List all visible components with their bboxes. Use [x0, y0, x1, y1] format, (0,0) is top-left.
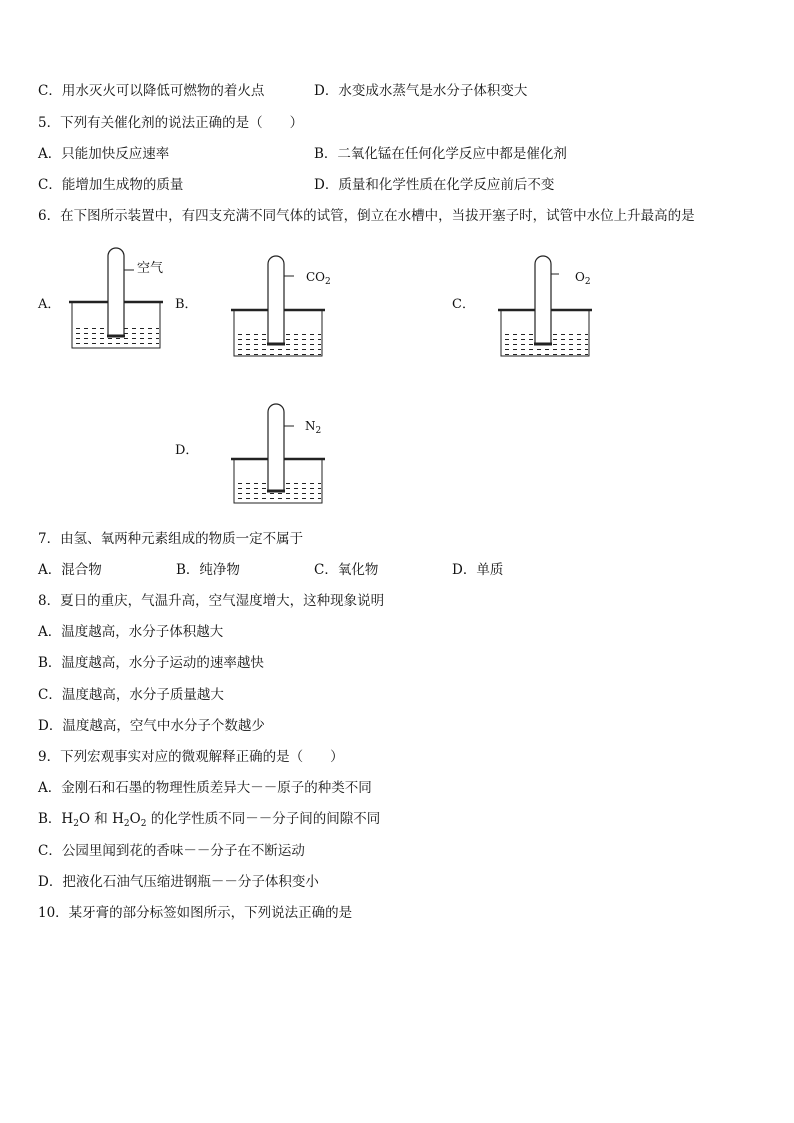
q6-gas-d: $N_2$ [305, 419, 322, 436]
q9-option-b: B．$H_2O$ 和 $H_2O_2$ 的化学性质不同－－分子间的间隙不同 [38, 811, 381, 829]
q6-apparatus-c [497, 252, 597, 358]
q9-option-d: D．把液化石油气压缩进钢瓶－－分子体积变小 [38, 874, 319, 890]
q5-option-a: A．只能加快反应速率 [38, 146, 170, 162]
q8-option-c: C．温度越高，水分子质量越大 [38, 687, 224, 703]
q9-stem: 9．下列宏观事实对应的微观解释正确的是（ ） [38, 749, 344, 765]
q6-gas-b: $CO_2$ [306, 270, 331, 287]
q6-stem: 6．在下图所示装置中，有四支充满不同气体的试管，倒立在水槽中，当拔开塞子时，试管中水位上升最高的是 [38, 208, 695, 224]
q6-label-a: A． [38, 297, 61, 312]
q8-option-d: D．温度越高，空气中水分子个数越少 [38, 718, 265, 734]
q5-option-d: D．质量和化学性质在化学反应前后不变 [314, 177, 555, 193]
q6-apparatus-b [230, 252, 330, 358]
q8-option-a: A．温度越高，水分子体积越大 [38, 624, 224, 640]
q7-stem: 7．由氢、氧两种元素组成的物质一定不属于 [38, 531, 304, 547]
test-tube [108, 248, 124, 336]
q6-gas-a: 空气 [137, 261, 164, 276]
q4-option-d: D．水变成水蒸气是水分子体积变大 [314, 83, 528, 99]
q9-option-a: A．金刚石和石墨的物理性质差异大－－原子的种类不同 [38, 780, 372, 796]
q9-option-c: C．公园里闻到花的香味－－分子在不断运动 [38, 843, 305, 859]
q8-stem: 8．夏日的重庆，气温升高，空气湿度增大，这种现象说明 [38, 593, 385, 609]
q7-option-b: B．纯净物 [176, 562, 240, 578]
q6-gas-c: $O_2$ [575, 270, 591, 287]
q7-option-d: D．单质 [452, 562, 504, 578]
q7-option-c: C．氧化物 [314, 562, 379, 578]
q6-apparatus-d [230, 401, 330, 507]
q6-label-d: D． [175, 443, 199, 458]
q6-label-b: B． [175, 297, 198, 312]
q5-option-b: B．二氧化锰在任何化学反应中都是催化剂 [314, 146, 567, 162]
q7-option-a: A．混合物 [38, 562, 102, 578]
q4-option-c: C．用水灭火可以降低可燃物的着火点 [38, 83, 265, 99]
q5-stem: 5．下列有关催化剂的说法正确的是（ ） [38, 115, 304, 131]
q6-label-c: C． [452, 297, 475, 312]
q10-stem: 10．某牙膏的部分标签如图所示，下列说法正确的是 [38, 905, 353, 921]
q5-option-c: C．能增加生成物的质量 [38, 177, 184, 193]
q8-option-b: B．温度越高，水分子运动的速率越快 [38, 655, 264, 671]
